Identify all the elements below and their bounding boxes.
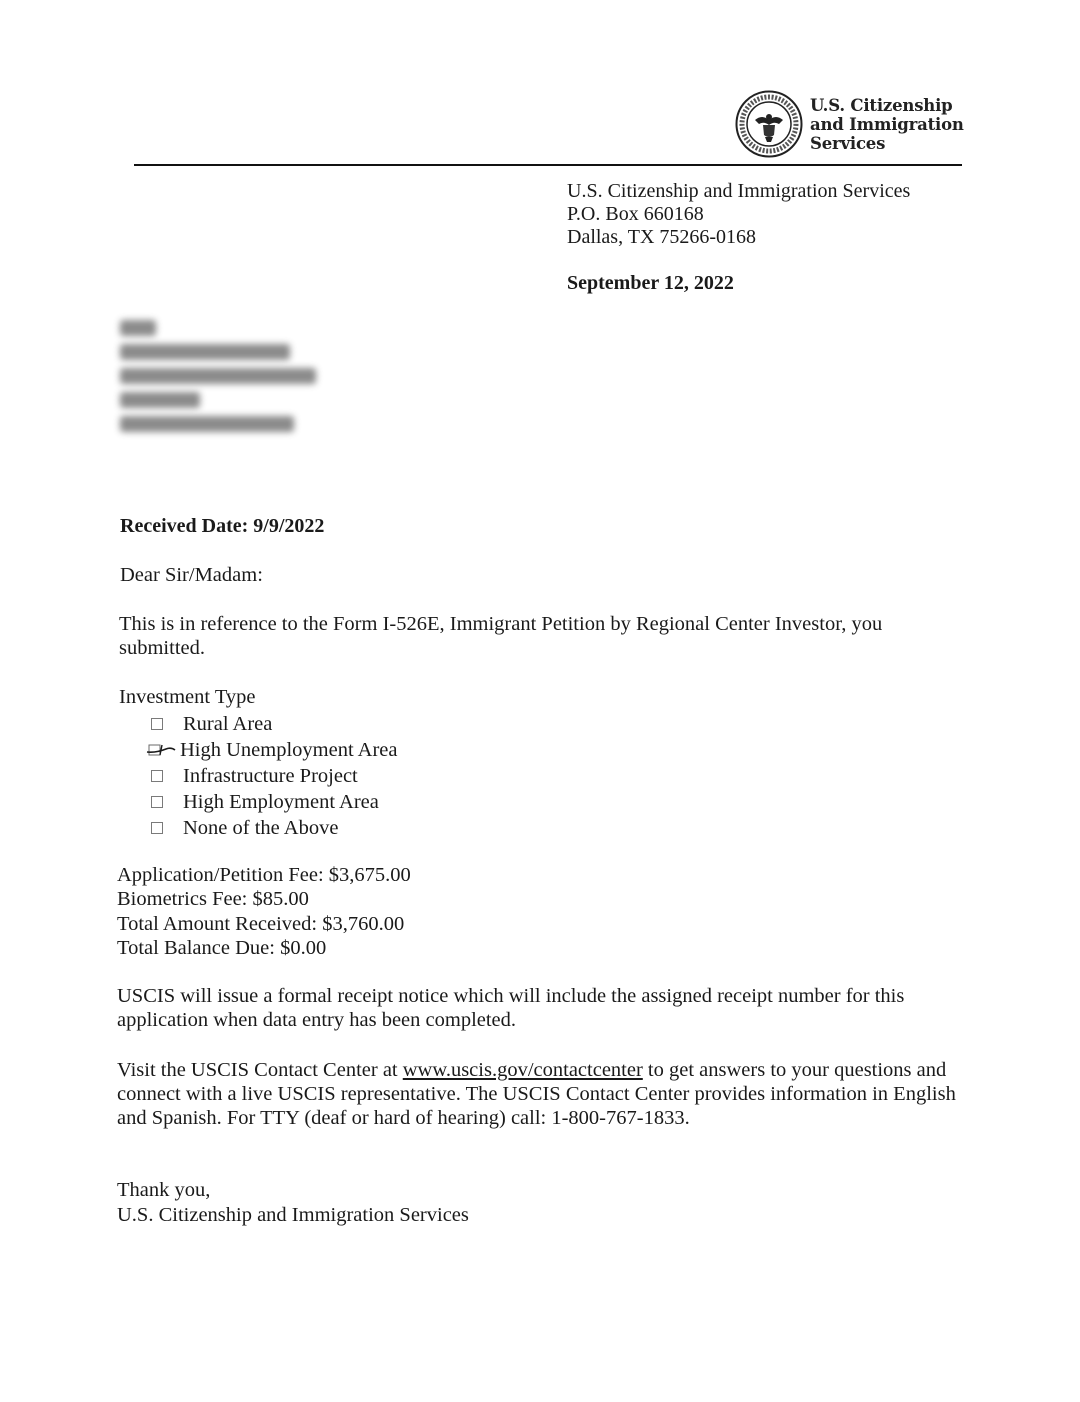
investment-option-high-employment-area	[148, 789, 397, 815]
investment-option-high-unemployment-area	[148, 737, 397, 763]
redacted-line	[120, 344, 290, 360]
agency-name-line2: and Immigration	[810, 115, 964, 134]
redacted-line	[120, 368, 316, 384]
redacted-line	[120, 416, 294, 432]
contact-center-paragraph	[117, 1058, 962, 1130]
checkbox-unchecked-icon	[151, 796, 163, 808]
investment-option-infrastructure-project	[148, 763, 397, 789]
investment-option-label: Rural Area	[183, 712, 273, 735]
dhs-seal-icon	[735, 90, 803, 158]
application-fee: Application/Petition Fee: $3,675.00	[117, 864, 411, 886]
biometrics-fee: Biometrics Fee: $85.00	[117, 888, 309, 911]
investment-option-label: High Employment Area	[183, 790, 379, 813]
header-divider	[134, 164, 962, 166]
return-address-line2: P.O. Box 660168	[567, 203, 704, 225]
checkbox-unchecked-icon	[151, 822, 163, 834]
investment-option-none-of-the-above	[148, 815, 397, 841]
closing	[117, 1178, 469, 1227]
closing-thanks: Thank you,	[117, 1179, 211, 1201]
total-balance-due: Total Balance Due: $0.00	[117, 936, 327, 959]
return-address-line3: Dallas, TX 75266-0168	[567, 226, 757, 248]
investment-option-rural-area	[148, 711, 397, 737]
agency-name-line3: Services	[810, 134, 886, 153]
checkbox-checked-icon	[146, 743, 176, 757]
total-amount-received: Total Amount Received: $3,760.00	[117, 912, 405, 935]
fee-summary	[117, 863, 411, 960]
redacted-recipient-address	[120, 320, 316, 440]
investment-option-label: High Unemployment Area	[180, 738, 398, 761]
agency-name-line1: U.S. Citizenship	[810, 96, 953, 115]
salutation: Dear Sir/Madam:	[120, 564, 263, 586]
return-address	[567, 180, 910, 249]
contact-text-before: Visit the USCIS Contact Center at	[117, 1059, 403, 1081]
receipt-notice-paragraph: USCIS will issue a formal receipt notice which will include the assigned receipt number for this application when data entry has been completed.	[117, 985, 905, 1031]
checkbox-unchecked-icon	[151, 718, 163, 730]
letter-date: September 12, 2022	[567, 272, 734, 294]
contact-center-link[interactable]: www.uscis.gov/contactcenter	[402, 1059, 643, 1081]
redacted-line	[120, 392, 200, 408]
received-date: Received Date: 9/9/2022	[120, 515, 325, 537]
investment-type-heading: Investment Type	[119, 686, 256, 708]
reference-paragraph: This is in reference to the Form I-526E, Immigrant Petition by Regional Center Investor, you submitted.	[119, 613, 883, 659]
checkbox-unchecked-icon	[151, 770, 163, 782]
return-address-line1: U.S. Citizenship and Immigration Services	[567, 180, 911, 202]
closing-signature: U.S. Citizenship and Immigration Services	[117, 1203, 469, 1226]
agency-name	[810, 96, 964, 153]
investment-option-label: Infrastructure Project	[183, 764, 358, 787]
investment-option-label: None of the Above	[183, 816, 339, 839]
redacted-line	[120, 320, 156, 336]
investment-type-list	[148, 711, 397, 841]
contact-text-after: to get answers to your questions and connect with a live USCIS representative. The USCIS Contact Center provides information in English and Spanish. For TTY (deaf or hard of hearing) call: 1-800-767-1833.	[117, 1059, 956, 1129]
